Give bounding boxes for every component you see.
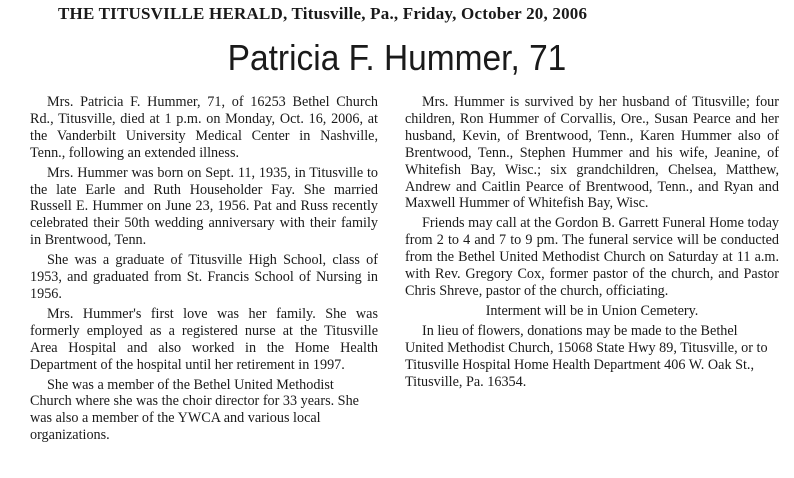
left-column	[30, 94, 378, 447]
right-column	[405, 94, 779, 393]
services-paragraph: Friends may call at the Gordon B. Garrett Funeral Home today from 2 to 4 and 7 to 9 pm. The funeral service will be conducted from the Bethel United Methodist Church on Saturday at 11 a.m. with Rev. Gregory Cox, former pastor of the church, and Pastor Chris Shreve, pastor of the church, officiating.	[405, 215, 779, 299]
death-notice-paragraph: Mrs. Patricia F. Hummer, 71, of 16253 Bethel Church Rd., Titusville, died at 1 p.m. on Monday, Oct. 16, 2006, at the Vanderbilt University Medical Center in Nashville, Tenn., following an extended illness.	[30, 94, 378, 161]
interment-paragraph: Interment will be in Union Cemetery.	[485, 302, 699, 319]
newspaper-masthead: THE TITUSVILLE HERALD, Titusville, Pa., Friday, October 20, 2006	[58, 4, 588, 23]
survivors-paragraph: Mrs. Hummer is survived by her husband of Titusville; four children, Ron Hummer of Corvallis, Ore., Susan Pearce and her husband, Kevin, of Brentwood, Tenn., Karen Hummer also of Brentwood, Tenn., Stephen Hummer and his wife, Jeanine, of Whitefish Bay, Wisc.; six grandchildren, Chelsea, Matthew, Andrew and Caitlin Pearce of Brentwood, Tenn., and Ryan and Maxwell Hummer of Whitefish Bay, Wisc.	[405, 94, 779, 212]
education-paragraph: She was a graduate of Titusville High School, class of 1953, and graduated from St. Francis School of Nursing in 1956.	[30, 252, 378, 302]
career-paragraph: Mrs. Hummer's first love was her family. She was formerly employed as a registered nurse at the Titusville Area Hospital and also worked in the Home Health Department of the hospital until her retirement in 1997.	[30, 305, 378, 373]
memorials-paragraph: In lieu of flowers, donations may be made to the Bethel United Methodist Church, 15068 State Hwy 89, Titusville, or to Titusville Hospital Home Health Department 406 W. Oak St., Titusville, Pa. 16354.	[405, 322, 768, 390]
membership-paragraph: She was a member of the Bethel United Methodist Church where she was the choir director for 33 years. She was also a member of the YWCA and various local organizations.	[30, 376, 359, 444]
birth-marriage-paragraph: Mrs. Hummer was born on Sept. 11, 1935, in Titusville to the late Earle and Ruth Householder Fay. She married Russell E. Hummer on June 23, 1956. Pat and Russ recently celebrated their 50th wedding anniversary with their family in Brentwood, Tenn.	[30, 164, 378, 249]
obituary-headline: Patricia F. Hummer, 71	[227, 37, 567, 78]
